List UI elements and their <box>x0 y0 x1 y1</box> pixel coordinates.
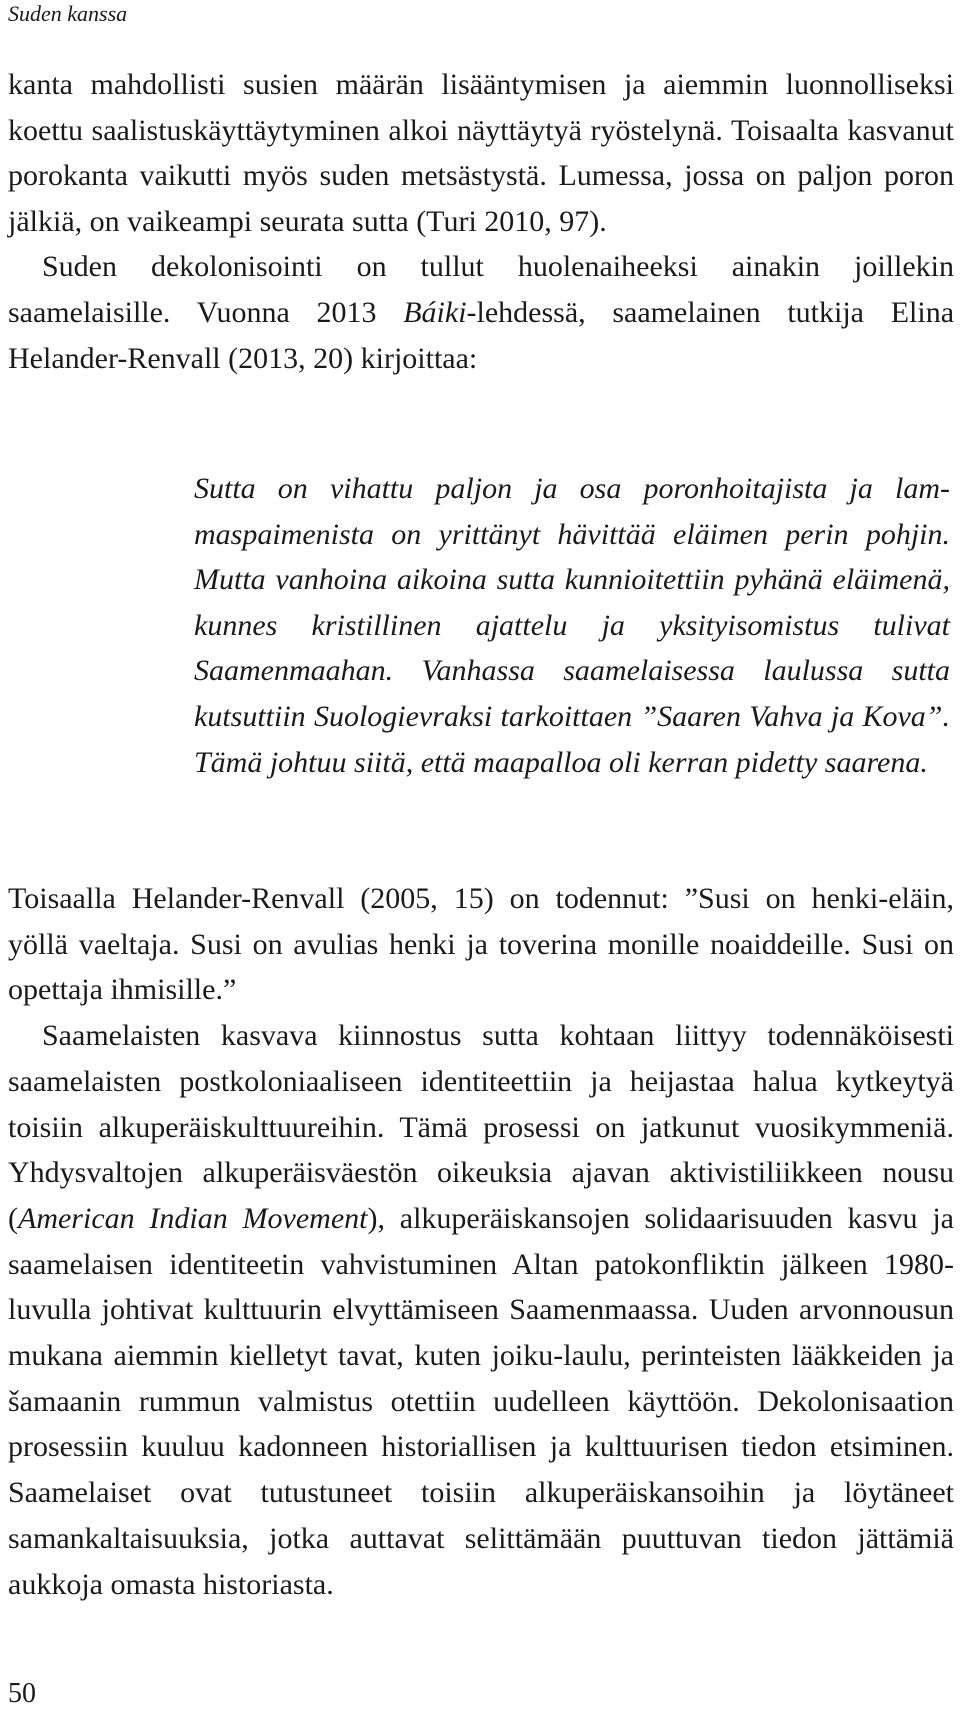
body-text-lower <box>8 876 954 1607</box>
paragraph-text: Suden dekolonisointi on tullut huolenaiheeksi ainakin joillekin saamelaisille. Vuonna 2013 <box>8 250 954 329</box>
block-quote: Sutta on vihattu paljon ja osa poronhoitajista ja lammaspaimenista on yrittänyt hävittää eläimen perin pohjin. Mutta vanhoina aikoina sutta kunnioitettiin pyhänä eläimenä, kunnes kristillinen ajattelu ja yksityisomistus tulivat Saamenmaahan. Vanhassa saamelaisessa laulussa sutta kutsuttiin Suologievraksi tarkoittaen ”Saaren Vahva ja Kova”. Tämä johtuu siitä, että maapalloa oli kerran pidetty saarena. <box>194 472 950 779</box>
page-number: 50 <box>8 1678 36 1709</box>
paragraph <box>8 1013 954 1607</box>
body-text-upper <box>8 62 954 381</box>
paragraph-text: Saamelaisten kasvava kiinnostus sutta kohtaan liittyy todennäköisesti saamelaisten postkoloniaaliseen identiteettiin ja heijastaa halua kytkeytyä toisiin alkuperäiskulttuureihin. Tämä prosessi on jatkunut vuosikymmeniä. Yhdysvaltojen alkuperäisväestön oikeuksia ajavan aktivistiliikkeen nousu ( <box>8 1019 954 1235</box>
paragraph-text: -lehdessä, saamelainen tutkija Elina Helander-Renvall (2013, 20) kirjoittaa: <box>8 295 955 375</box>
paragraph: Toisaalla Helander-Renvall (2005, 15) on todennut: ”Susi on henki-eläin, yöllä vaeltaja. Susi on avulias henki ja toverina monille noaiddeille. Susi on opettaja ihmisille.” <box>8 882 954 1007</box>
running-head: Suden kanssa <box>8 1 128 26</box>
paragraph: kanta mahdollisti susien määrän lisääntymisen ja aiemmin luonnolliseksi koettu saalistuskäyttäytyminen alkoi näyttäytyä ryöstelynä. Toisaalta kasvanut porokanta vaikutti myös suden metsästystä. Lumessa, jossa on paljon poron jälkiä, on vaikeampi seurata sutta (Turi 2010, 97). <box>8 68 954 238</box>
paragraph <box>8 244 954 381</box>
paragraph-text: ), alkuperäiskansojen solidaarisuuden kasvu ja saamelaisen identiteetin vahvistuminen Altan patokonfliktin jälkeen 1980-luvulla johtivat kulttuurin elvyttämiseen Saamenmaassa. Uuden arvonnousun mukana aiemmin kielletyt tavat, kuten joiku-laulu, perinteisten lääkkeiden ja šamaanin rummun valmistus otettiin uudelleen käyttöön. Dekolonisaation prosessiin kuuluu kadonneen historiallisen ja kulttuurisen tiedon etsiminen. Saamelaiset ovat tutustuneet toisiin alkuperäiskansoihin ja löytäneet samankaltaisuuksia, jotka auttavat selittämään puuttuvan tiedon jättämiä aukkoja omasta historiasta. <box>8 1201 954 1601</box>
publication-title: Báiki <box>403 295 467 329</box>
movement-name: American Indian Movement <box>18 1201 368 1235</box>
